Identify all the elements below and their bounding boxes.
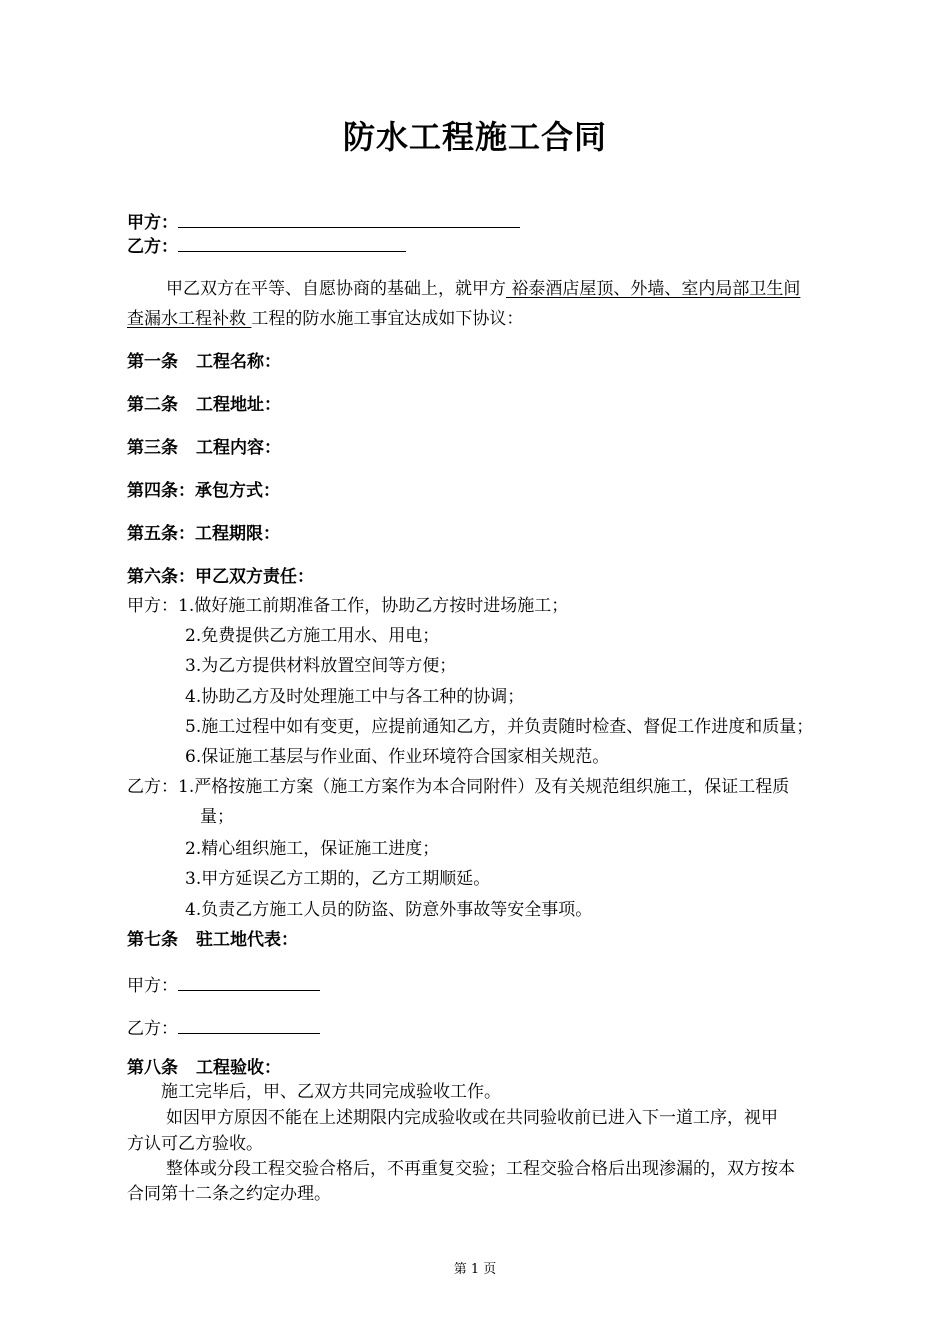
rep-b-label: 乙方： [127, 1019, 178, 1039]
article-3-label: 工程内容： [196, 438, 281, 458]
acceptance-paragraph-3-cont: 合同第十二条之约定办理。 [127, 1184, 331, 1204]
duties-b-item: 4.负责乙方施工人员的防盗、防意外事故等安全事项。 [185, 900, 593, 920]
party-a-blank [178, 208, 520, 228]
duties-b-item: 2.精心组织施工，保证施工进度； [185, 839, 440, 859]
project-name-part-1: 裕泰酒店屋顶、外墙、室内局部卫生间 [506, 279, 801, 299]
article-1-label: 工程名称： [196, 352, 281, 372]
duties-b-item: 3.甲方延误乙方工期的，乙方工期顺延。 [185, 869, 491, 889]
acceptance-paragraph-1: 施工完毕后，甲、乙双方共同完成验收工作。 [161, 1082, 501, 1102]
article-6-heading: 第六条：甲乙双方责任： [127, 567, 314, 587]
article-5-heading: 第五条：工程期限： [127, 524, 280, 544]
article-8-label: 工程验收： [196, 1058, 281, 1078]
document-title: 防水工程施工合同 [342, 118, 607, 156]
intro-line-1 [166, 277, 800, 301]
duties-a-label: 甲方： [127, 596, 178, 616]
party-b-line [127, 232, 406, 259]
party-a-label: 甲方： [127, 213, 178, 233]
page-number: 第 1 页 [453, 1262, 497, 1277]
article-2-number: 第二条 [127, 395, 178, 415]
intro-line-2 [127, 307, 523, 331]
party-a-line [127, 208, 520, 235]
article-2-label: 工程地址： [196, 395, 281, 415]
article-7-heading [127, 928, 298, 952]
duties-a-item: 6.保证施工基层与作业面、作业环境符合国家相关规范。 [185, 747, 610, 767]
duties-a-item: 4.协助乙方及时处理施工中与各工种的协调； [185, 687, 525, 707]
article-7-number: 第七条 [127, 930, 178, 950]
duties-a-line-1 [127, 594, 568, 618]
intro-prefix: 甲乙双方在平等、自愿协商的基础上，就甲方 [166, 279, 506, 299]
rep-a-line [127, 971, 320, 998]
article-2-heading [127, 393, 281, 417]
project-name-part-2: 查漏水工程补救 [127, 309, 252, 329]
article-1-heading [127, 350, 281, 374]
article-3-heading [127, 436, 281, 460]
intro-suffix: 工程的防水施工事宜达成如下协议： [251, 309, 524, 329]
duties-b-label: 乙方： [127, 777, 178, 797]
article-7-label: 驻工地代表： [196, 930, 298, 950]
article-8-heading [127, 1056, 281, 1080]
duties-a-item: 5.施工过程中如有变更，应提前通知乙方，并负责随时检查、督促工作进度和质量； [185, 717, 814, 737]
article-3-number: 第三条 [127, 438, 178, 458]
duties-a-item: 3.为乙方提供材料放置空间等方便； [185, 656, 457, 676]
rep-b-blank [178, 1014, 320, 1034]
rep-a-label: 甲方： [127, 976, 178, 996]
acceptance-paragraph-2: 如因甲方原因不能在上述期限内完成验收或在共同验收前已进入下一道工序，视甲 [166, 1108, 778, 1128]
rep-b-line [127, 1014, 320, 1041]
party-b-label: 乙方： [127, 237, 178, 257]
article-8-number: 第八条 [127, 1058, 178, 1078]
article-1-number: 第一条 [127, 352, 178, 372]
acceptance-paragraph-3: 整体或分段工程交验合格后，不再重复交验；工程交验合格后出现渗漏的，双方按本 [166, 1159, 795, 1179]
duties-b-item-continuation: 量； [200, 807, 234, 827]
duties-a-item: 1.做好施工前期准备工作，协助乙方按时进场施工； [178, 596, 569, 616]
acceptance-paragraph-2-cont: 方认可乙方验收。 [127, 1134, 263, 1154]
duties-a-item: 2.免费提供乙方施工用水、用电； [185, 626, 440, 646]
rep-a-blank [178, 971, 320, 991]
duties-b-line-1 [127, 775, 789, 799]
party-b-blank [178, 232, 406, 252]
duties-b-item: 1.严格按施工方案（施工方案作为本合同附件）及有关规范组织施工，保证工程质 [178, 777, 790, 797]
article-4-heading: 第四条：承包方式： [127, 481, 280, 501]
